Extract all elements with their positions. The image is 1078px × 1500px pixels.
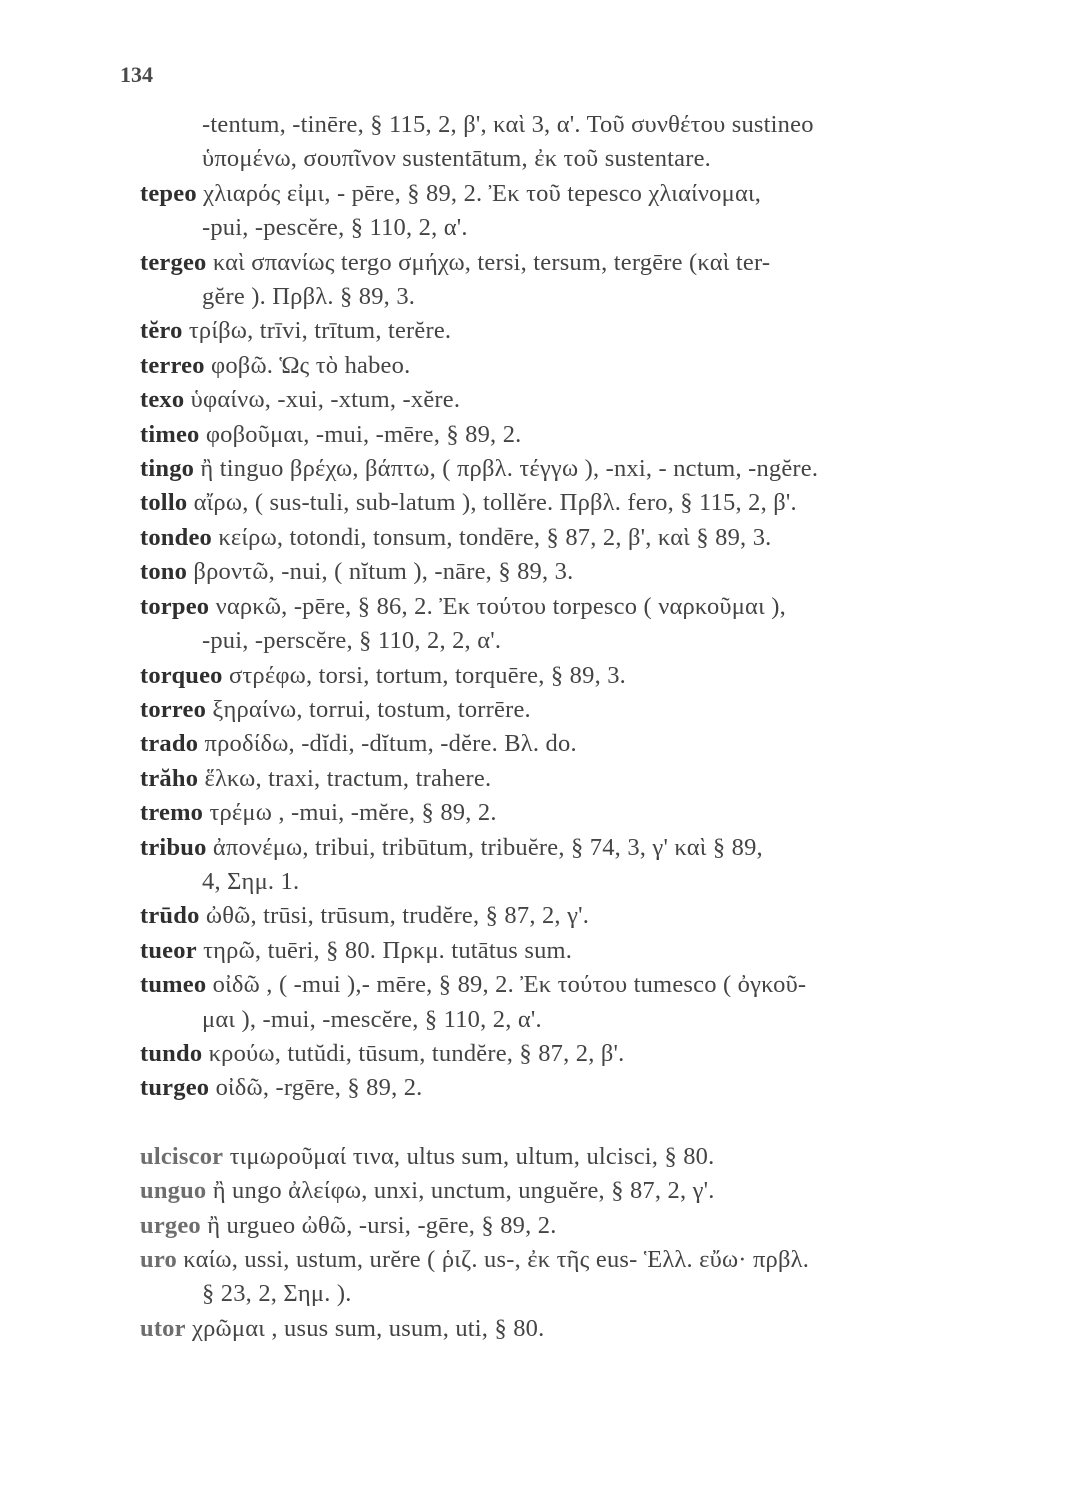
- headword: tueor: [140, 936, 197, 964]
- entry-text: ξηραίνω, torrui, tostum, torrēre.: [212, 695, 531, 723]
- headword: utor: [140, 1314, 186, 1342]
- headword: uro: [140, 1246, 177, 1273]
- dictionary-entry: [140, 934, 1030, 968]
- entry-text: ἢ ungo ἀλείφω, unxi, unctum, unguĕre, § 87, 2, γ'.: [212, 1177, 715, 1205]
- entry-text: -pui, -perscĕre, § 110, 2, 2, α'.: [202, 627, 502, 655]
- dictionary-entry: [140, 693, 1030, 727]
- entry-text: χλιαρός εἰμι, - pēre, § 89, 2. Ἐκ τοῦ tepesco χλιαίνομαι,: [203, 179, 762, 207]
- headword: urgeo: [140, 1211, 201, 1239]
- headword: timeo: [140, 420, 200, 448]
- entry-text: τρέμω , -mui, -mĕre, § 89, 2.: [209, 799, 497, 827]
- entry-text: προδίδω, -dĭdi, -dĭtum, -dĕre. Βλ. do.: [204, 730, 577, 758]
- entry-text: ἢ urgueo ὠθῶ, -ursi, -gēre, § 89, 2.: [207, 1211, 557, 1239]
- headword: tremo: [140, 799, 204, 827]
- entry-continuation: [140, 865, 1030, 899]
- dictionary-entry: [140, 968, 1030, 1002]
- dictionary-entry: [140, 1312, 1030, 1346]
- entry-text: § 23, 2, Σημ. ).: [202, 1280, 352, 1308]
- section-gap: [140, 1106, 1030, 1140]
- entry-text: ὠθῶ, trūsi, trūsum, trudĕre, § 87, 2, γ'.: [205, 902, 590, 930]
- dictionary-entry: [140, 486, 1030, 520]
- dictionary-entry: [140, 452, 1030, 486]
- entry-text: 4, Σημ. 1.: [202, 867, 300, 895]
- entry-text: στρέφω, torsi, tortum, torquēre, § 89, 3.: [228, 661, 626, 689]
- headword: torqueo: [140, 661, 223, 689]
- headword: unguo: [140, 1177, 207, 1205]
- headword: ulciscor: [140, 1142, 224, 1170]
- entry-continuation: [140, 1003, 1030, 1037]
- entry-text: φοβοῦμαι, -mui, -mēre, § 89, 2.: [205, 420, 522, 448]
- entry-text: ναρκῶ, -pēre, § 86, 2. Ἐκ τούτου torpesco ( ναρκοῦμαι ),: [215, 592, 786, 620]
- dictionary-entry: [140, 1209, 1030, 1243]
- headword: trūdo: [140, 902, 200, 930]
- dictionary-entry: [140, 899, 1030, 933]
- entry-text: οἰδῶ , ( -mui ),- mēre, § 89, 2. Ἐκ τούτου tumesco ( ὀγκοῦ-: [212, 971, 807, 999]
- entry-continuation: [140, 624, 1030, 658]
- dictionary-entry: [140, 177, 1030, 211]
- page-number: 134: [120, 62, 153, 87]
- entry-text: ἀπονέμω, tribui, tribūtum, tribuĕre, § 74, 3, γ' καὶ § 89,: [212, 833, 763, 861]
- headword: tollo: [140, 489, 188, 517]
- entry-text: -pui, -pescĕre, § 110, 2, α'.: [202, 214, 468, 242]
- entry-text: ὑφαίνω, -xui, -xtum, -xĕre.: [190, 386, 461, 414]
- entry-continuation: [140, 280, 1030, 314]
- entry-text: ἕλκω, traxi, tractum, trahere.: [204, 764, 492, 792]
- headword: tondeo: [140, 523, 212, 551]
- entry-continuation: [140, 211, 1030, 245]
- headword: torpeo: [140, 592, 210, 620]
- dictionary-entry: [140, 796, 1030, 830]
- headword: tundo: [140, 1039, 203, 1067]
- dictionary-entry: [140, 555, 1030, 589]
- entry-text: χρῶμαι , usus sum, usum, uti, § 80.: [192, 1314, 545, 1342]
- dictionary-entry: [140, 314, 1030, 348]
- entry-text: οἰδῶ, -rgēre, § 89, 2.: [215, 1074, 423, 1102]
- entry-text: αἴρω, ( sus-tuli, sub-latum ), tollĕre. Πρβλ. fero, § 115, 2, β'.: [193, 489, 797, 517]
- entry-text: ὑπομένω, σουπῖνον sustentātum, ἐκ τοῦ sustentare.: [202, 145, 711, 173]
- entry-text: τιμωροῦμαί τινα, ultus sum, ultum, ulcisci, § 80.: [229, 1142, 715, 1170]
- headword: tono: [140, 558, 188, 586]
- dictionary-entry: [140, 1140, 1030, 1174]
- dictionary-entry: [140, 246, 1030, 280]
- headword: turgeo: [140, 1074, 210, 1102]
- entry-text: κρούω, tutŭdi, tūsum, tundĕre, § 87, 2, β'.: [208, 1039, 625, 1067]
- entry-text: καὶ σπανίως tergo σμήχω, tersi, tersum, tergēre (καὶ ter-: [212, 248, 771, 276]
- headword: terreo: [140, 351, 205, 379]
- dictionary-entry: [140, 762, 1030, 796]
- headword: tingo: [140, 455, 195, 483]
- headword: trăho: [140, 764, 199, 792]
- dictionary-entry: [140, 1174, 1030, 1208]
- entry-text: ἢ tinguo βρέχω, βάπτω, ( πρβλ. τέγγω ), -nxi, - nctum, -ngĕre.: [200, 455, 819, 483]
- entry-text: -tentum, -tinēre, § 115, 2, β', καὶ 3, α'. Τοῦ συνθέτου sustineo: [202, 111, 814, 138]
- entry-continuation: [140, 1277, 1030, 1311]
- dictionary-entries: [140, 108, 1030, 1346]
- dictionary-entry: [140, 383, 1030, 417]
- headword: tepeo: [140, 179, 197, 207]
- headword: tergeo: [140, 248, 207, 276]
- dictionary-entry: [140, 418, 1030, 452]
- entry-continuation: [140, 142, 1030, 176]
- entry-text: καίω, ussi, ustum, urĕre ( ῥιζ. us-, ἐκ τῆς eus- Ἑλλ. εὔω· πρβλ.: [183, 1246, 810, 1273]
- headword: tumeo: [140, 971, 207, 999]
- dictionary-entry: [140, 727, 1030, 761]
- headword: trado: [140, 730, 199, 758]
- dictionary-entry: [140, 349, 1030, 383]
- headword: tribuo: [140, 833, 207, 861]
- entry-text: gĕre ). Πρβλ. § 89, 3.: [202, 283, 416, 311]
- dictionary-entry: [140, 1071, 1030, 1105]
- entry-text: βροντῶ, -nui, ( nĭtum ), -nāre, § 89, 3.: [193, 558, 574, 586]
- headword: torreo: [140, 695, 207, 723]
- headword: tĕro: [140, 317, 183, 345]
- dictionary-entry: [140, 1243, 1030, 1277]
- entry-text: τρίβω, trīvi, trītum, terĕre.: [188, 317, 452, 345]
- dictionary-entry: [140, 659, 1030, 693]
- dictionary-entry: [140, 1037, 1030, 1071]
- entry-text: κείρω, totondi, tonsum, tondēre, § 87, 2, β', καὶ § 89, 3.: [218, 523, 772, 551]
- entry-continuation: [140, 108, 1030, 142]
- dictionary-entry: [140, 590, 1030, 624]
- entry-text: τηρῶ, tuēri, § 80. Πρκμ. tutātus sum.: [203, 936, 573, 964]
- entry-text: μαι ), -mui, -mescĕre, § 110, 2, α'.: [202, 1005, 542, 1033]
- dictionary-entry: [140, 831, 1030, 865]
- dictionary-entry: [140, 521, 1030, 555]
- entry-text: φοβῶ. Ὡς τὸ habeo.: [211, 351, 411, 379]
- headword: texo: [140, 386, 185, 414]
